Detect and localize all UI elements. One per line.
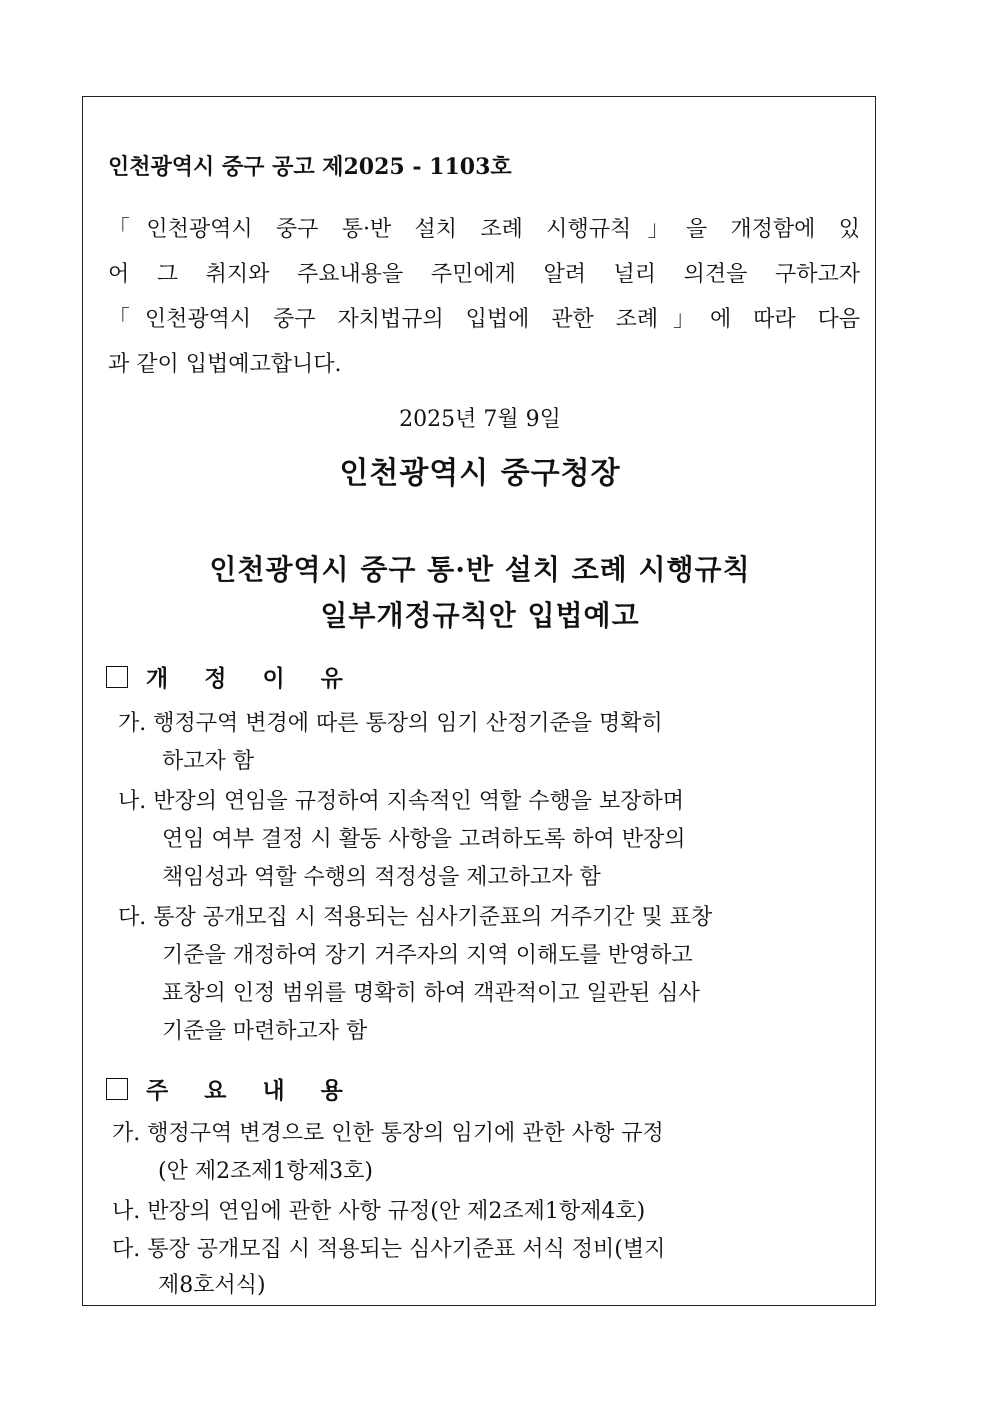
reason-item-c-line-1: 다. 통장 공개모집 시 적용되는 심사기준표의 거주기간 및 표창 (118, 905, 713, 930)
notice-number: 인천광역시 중구 공고 제2025 - 1103호 (108, 154, 512, 180)
document-title-line-2: 일부개정규칙안 입법예고 (320, 599, 640, 632)
reason-item-a-line-2: 하고자 함 (162, 749, 255, 774)
notice-date: 2025년 7월 9일 (399, 407, 561, 432)
checkbox-square-icon (106, 1078, 128, 1100)
content-item-c-line-2: 제8호서식) (158, 1273, 266, 1298)
section-heading-content-label: 주 요 내 용 (146, 1077, 357, 1104)
reason-item-c-line-4: 기준을 마련하고자 함 (162, 1019, 368, 1044)
section-heading-reason (106, 660, 357, 693)
document-title-line-1: 인천광역시 중구 통·반 설치 조례 시행규칙 (209, 553, 751, 586)
reason-item-b-line-3: 책임성과 역할 수행의 적정성을 제고하고자 함 (162, 865, 601, 890)
reason-item-b-line-1: 나. 반장의 연임을 규정하여 지속적인 역할 수행을 보장하며 (118, 789, 684, 814)
intro-line-1: 「인천광역시 중구 통·반 설치 조례 시행규칙」을 개정함에 있 (108, 217, 860, 242)
issuer-name: 인천광역시 중구청장 (339, 456, 621, 491)
reason-item-a-line-1: 가. 행정구역 변경에 따른 통장의 임기 산정기준을 명확히 (118, 711, 663, 736)
reason-item-c-line-2: 기준을 개정하여 장기 거주자의 지역 이해도를 반영하고 (162, 943, 693, 968)
content-item-b-line-1: 나. 반장의 연임에 관한 사항 규정(안 제2조제1항제4호) (112, 1199, 646, 1224)
reason-item-b-line-2: 연임 여부 결정 시 활동 사항을 고려하도록 하여 반장의 (162, 827, 686, 852)
reason-item-c-line-3: 표창의 인정 범위를 명확히 하여 객관적이고 일관된 심사 (162, 981, 700, 1006)
content-item-c-line-1: 다. 통장 공개모집 시 적용되는 심사기준표 서식 정비(별지 (112, 1237, 666, 1262)
checkbox-square-icon (106, 666, 128, 688)
intro-line-3: 「인천광역시 중구 자치법규의 입법에 관한 조례」에 따라 다음 (108, 307, 860, 332)
intro-line-2: 어 그 취지와 주요내용을 주민에게 알려 널리 의견을 구하고자 (108, 262, 860, 287)
intro-line-4: 과 같이 입법예고합니다. (108, 352, 342, 377)
content-item-a-line-1: 가. 행정구역 변경으로 인한 통장의 임기에 관한 사항 규정 (112, 1121, 664, 1146)
content-item-a-line-2: (안 제2조제1항제3호) (158, 1159, 373, 1184)
section-heading-content (106, 1072, 357, 1105)
section-heading-reason-label: 개 정 이 유 (146, 665, 357, 692)
